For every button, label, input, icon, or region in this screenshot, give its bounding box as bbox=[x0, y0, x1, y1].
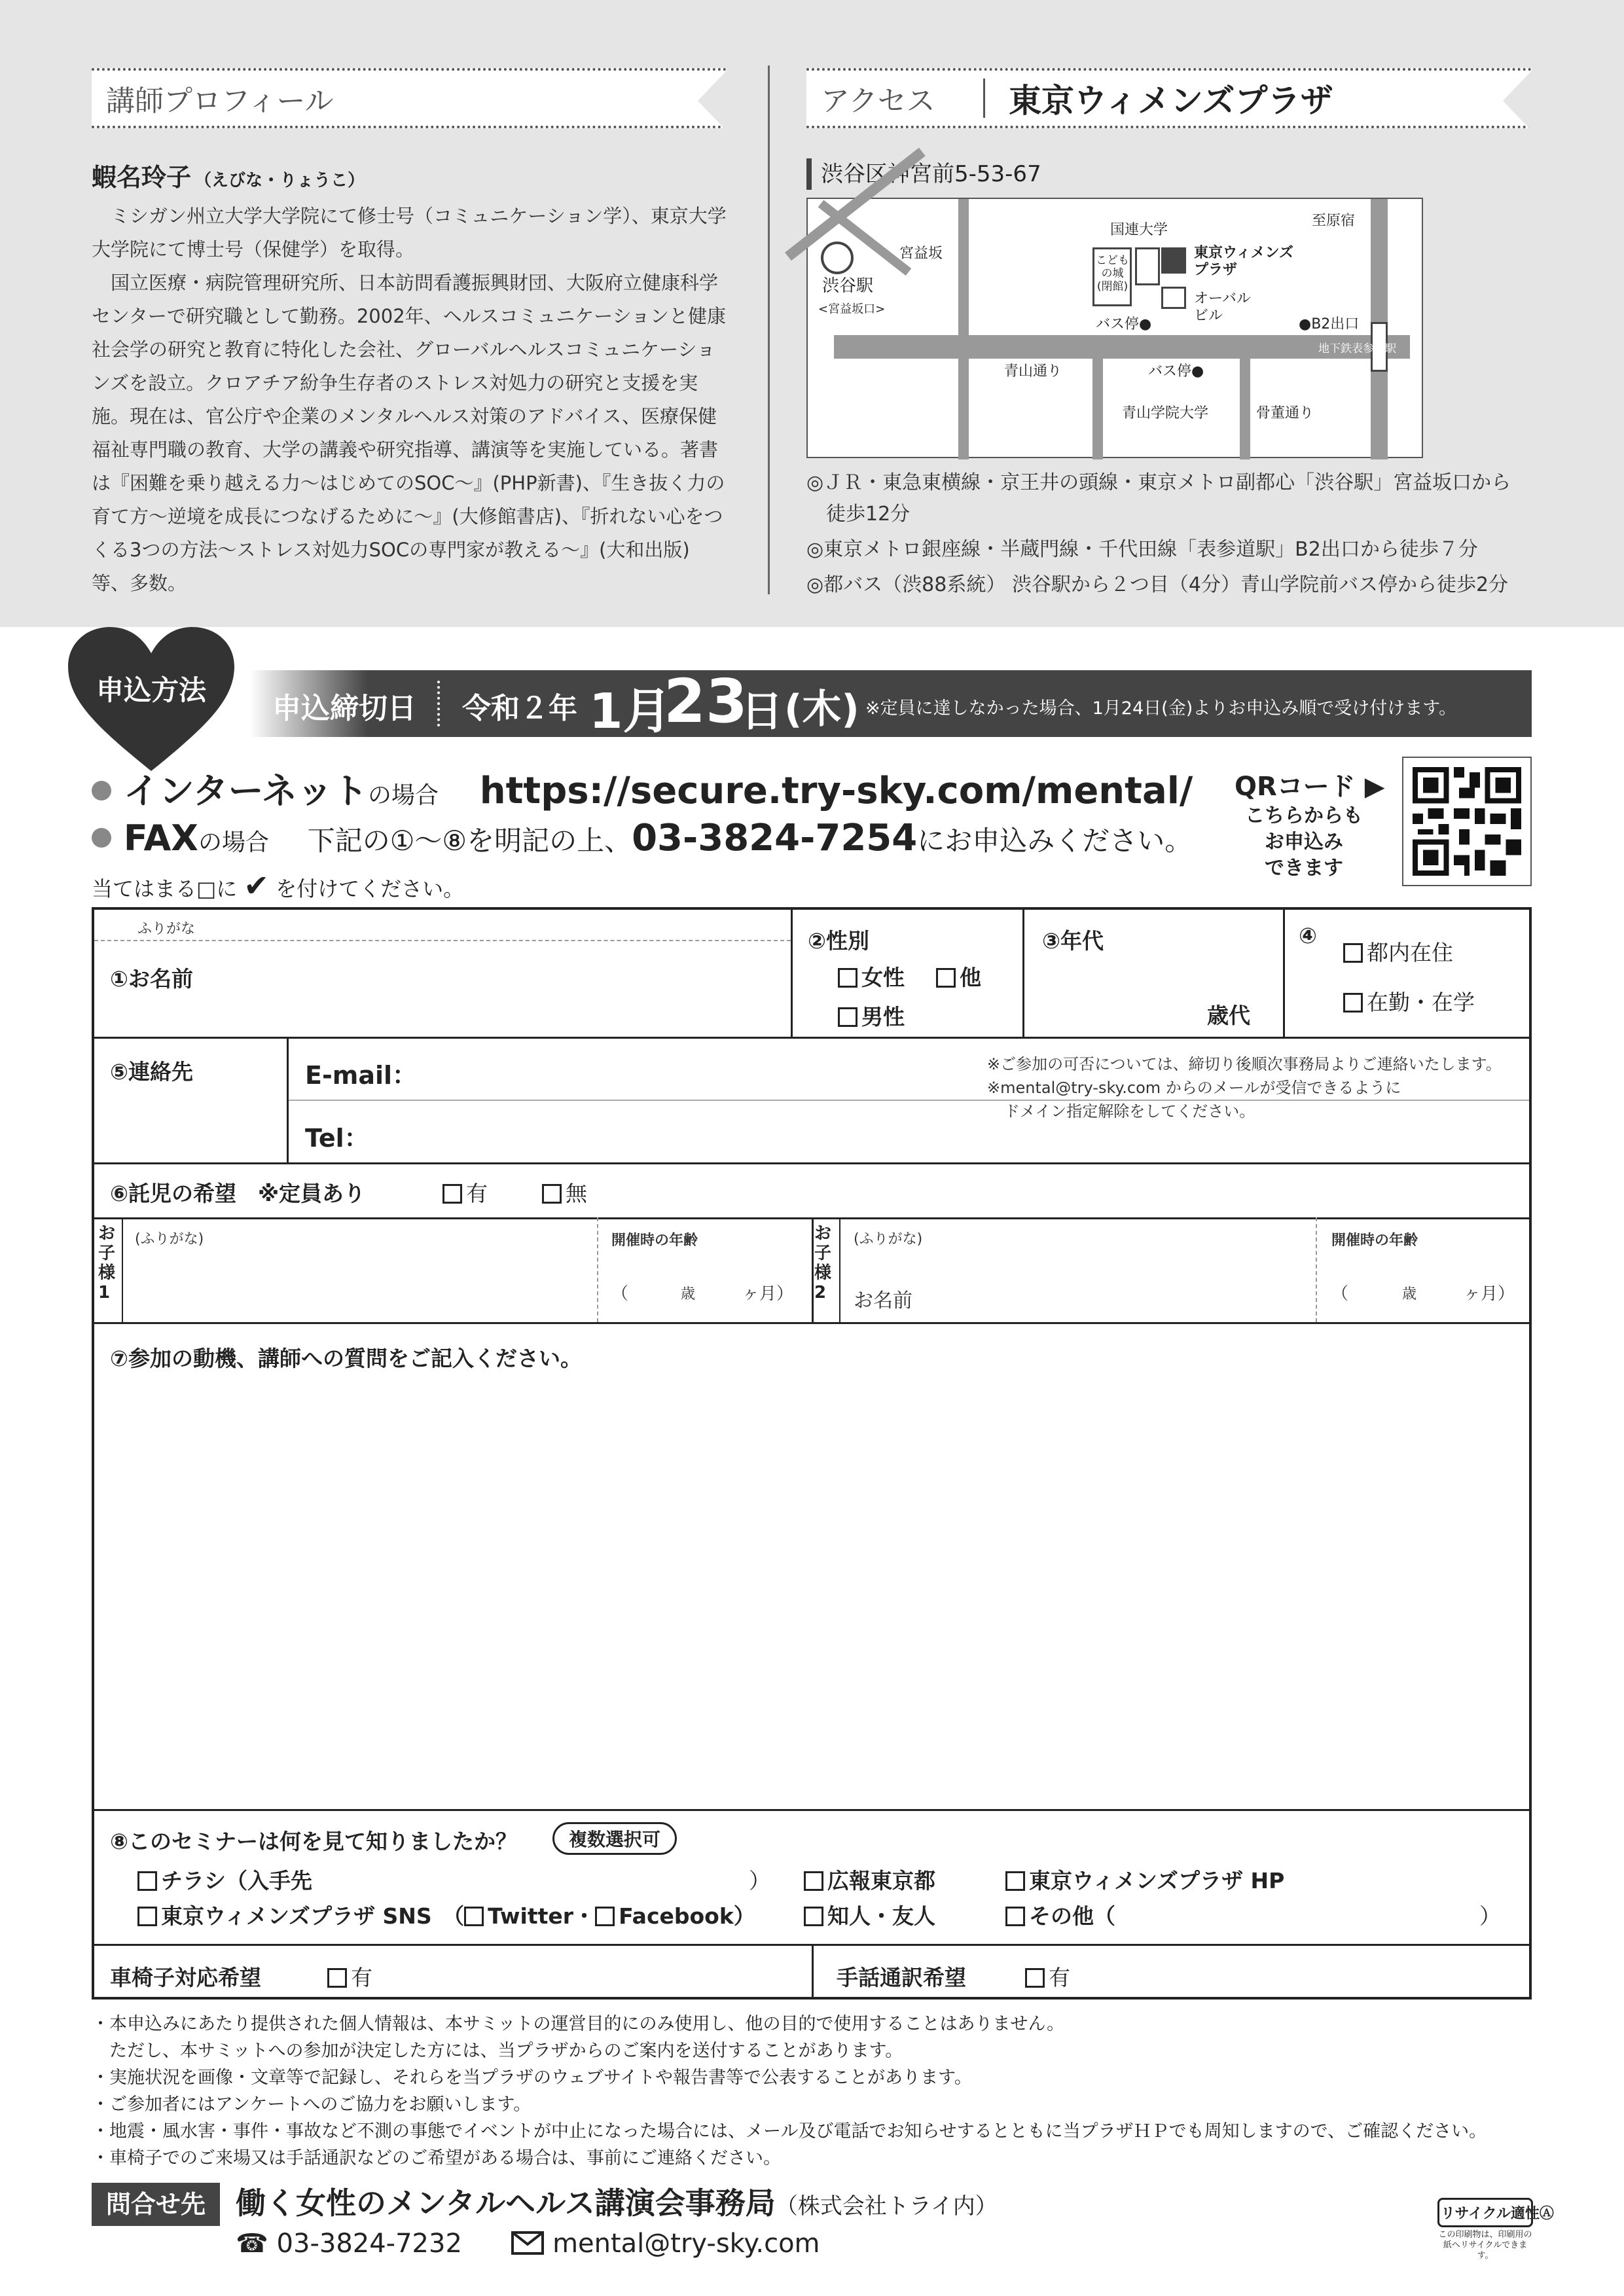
fax-row bbox=[92, 817, 1192, 859]
route-line-3: ◎都バス（渋88系統） 渋谷駅から２つ目（4分）青山学院前バス停から徒歩2分 bbox=[806, 573, 1509, 596]
q4-option-worker-label: 在勤・在学 bbox=[1367, 990, 1475, 1015]
checkbox-icon bbox=[838, 1007, 857, 1027]
contact-phone: 03-3824-7232 bbox=[276, 2229, 462, 2259]
gender-female-label: 女性 bbox=[861, 965, 905, 990]
check-instruction-tail: を付けてください。 bbox=[276, 876, 465, 901]
deadline-day-unit: 日 bbox=[741, 688, 783, 736]
child2-name-input[interactable] bbox=[919, 1250, 1305, 1316]
checkbox-icon bbox=[1005, 1907, 1025, 1926]
checkbox-icon bbox=[804, 1871, 823, 1891]
child1-tag: お子様1 bbox=[98, 1224, 116, 1302]
childcare-no-label: 無 bbox=[566, 1181, 587, 1206]
child1-age-label: 開催時の年齢 bbox=[611, 1232, 698, 1249]
checkbox-icon bbox=[1343, 993, 1363, 1013]
qr-title: QRコード ▶ bbox=[1235, 772, 1385, 802]
wheelchair-label: 車椅子対応希望 bbox=[110, 1965, 261, 1990]
checkbox-icon bbox=[804, 1907, 823, 1926]
source-flyer-label: チラシ（入手先 bbox=[161, 1868, 312, 1893]
gender-male-label: 男性 bbox=[861, 1004, 905, 1030]
recycle-mark-label: リサイクル適性Ⓐ bbox=[1437, 2198, 1533, 2227]
notes-list bbox=[92, 2011, 1564, 2172]
contact-email-link[interactable]: mental@try-sky.com bbox=[552, 2229, 820, 2259]
map-label-bus-stop-1: バス停● bbox=[1096, 316, 1152, 332]
child1-age-open: （ bbox=[611, 1284, 629, 1304]
bullet-icon bbox=[92, 828, 111, 848]
lecturer-name-kana: （えびな・りょうこ） bbox=[194, 171, 365, 190]
checkbox-icon bbox=[327, 1968, 347, 1988]
map-label-kodomo: こども の城 (閉館) bbox=[1096, 254, 1129, 293]
wheelchair-yes-option[interactable] bbox=[327, 1961, 372, 1992]
source-friend-label: 知人・友人 bbox=[827, 1903, 935, 1929]
map-label-plaza: 東京ウィメンズ プラザ bbox=[1194, 245, 1294, 278]
source-other-option[interactable] bbox=[1005, 1899, 1115, 1930]
contact-label: ⑤連絡先 bbox=[110, 1059, 193, 1085]
note-item: ただし、本サミットへの参加が決定した方には、当プラザからのご案内を送付することがあります。 bbox=[92, 2041, 903, 2061]
email-label: E-mail： bbox=[305, 1061, 418, 1090]
source-other-close: ） bbox=[1479, 1903, 1501, 1929]
lecturer-name-block bbox=[92, 157, 365, 193]
lecturer-name: 蝦名玲子 bbox=[92, 163, 192, 192]
checkmark-icon: ✔ bbox=[244, 868, 269, 903]
age-input-area[interactable] bbox=[1037, 956, 1207, 1028]
sign-language-yes-label: 有 bbox=[1049, 1965, 1070, 1990]
mail-icon bbox=[511, 2229, 544, 2259]
childcare-no-option[interactable] bbox=[542, 1177, 587, 1208]
map-label-b2-exit: ●B2出口 bbox=[1299, 316, 1360, 332]
gender-other-option[interactable] bbox=[936, 961, 981, 992]
heart-label: 申込方法 bbox=[96, 674, 206, 706]
checkbox-icon bbox=[1005, 1871, 1025, 1891]
source-question-label: ⑧このセミナーは何を見て知りましたか？ bbox=[110, 1829, 517, 1854]
child2-furigana: (ふりがな) bbox=[854, 1231, 923, 1247]
gender-other-label: 他 bbox=[960, 965, 981, 990]
child1-furigana: (ふりがな) bbox=[135, 1231, 204, 1247]
childcare-yes-option[interactable] bbox=[442, 1177, 488, 1208]
deadline-weekday: (木) bbox=[784, 687, 859, 732]
source-sns-label: 東京ウィメンズプラザ SNS （ bbox=[161, 1903, 465, 1929]
access-venue: 東京ウィメンズプラザ bbox=[1009, 82, 1333, 120]
map-label-bus-stop-2: バス停● bbox=[1148, 363, 1204, 380]
deadline-note: ※定員に達しなかった場合、1月24日(金)よりお申込み順で受け付けます。 bbox=[865, 698, 1457, 719]
map-label-shibuya-exit: <宮益坂口> bbox=[818, 302, 886, 316]
contact-note-2: ※mental@try-sky.com からのメールが受信できるように bbox=[987, 1079, 1401, 1097]
map-label-oval-building: オーバル ビル bbox=[1194, 291, 1251, 324]
tel-input[interactable] bbox=[369, 1106, 998, 1158]
map-label-subway: 地下鉄表参道駅 bbox=[1318, 342, 1396, 355]
source-flyer-close: ） bbox=[749, 1868, 770, 1893]
access-address: 渋谷区神宮前5-53-67 bbox=[806, 158, 1041, 190]
deadline-era: 令和２年 bbox=[462, 692, 577, 725]
checkbox-icon bbox=[137, 1871, 157, 1891]
multi-select-badge: 複数選択可 bbox=[552, 1822, 677, 1855]
source-hp-label: 東京ウィメンズプラザ HP bbox=[1029, 1868, 1285, 1893]
internet-suffix: の場合 bbox=[367, 782, 439, 809]
source-hp-option[interactable] bbox=[1005, 1864, 1284, 1895]
child1-age-sai: 歳 bbox=[681, 1286, 696, 1302]
profile-ribbon-title: 講師プロフィール bbox=[106, 84, 334, 118]
map-label-miyamasuzaka: 宮益坂 bbox=[899, 245, 943, 262]
route-line-2: ◎東京メトロ銀座線・半蔵門線・千代田線「表参道駅」B2出口から徒歩７分 bbox=[806, 538, 1478, 561]
fax-instruction-tail: にお申込みください。 bbox=[917, 825, 1193, 857]
q4-option-resident-label: 都内在住 bbox=[1367, 940, 1453, 965]
sign-language-label: 手話通訳希望 bbox=[837, 1965, 966, 1990]
map-label-harajuku: 至原宿 bbox=[1312, 213, 1356, 229]
gender-female-option[interactable] bbox=[838, 961, 905, 992]
checkbox-icon bbox=[442, 1184, 462, 1204]
bullet-icon bbox=[92, 781, 111, 800]
fax-instruction: 下記の①～⑧を明記の上、 bbox=[307, 825, 632, 857]
recycle-caption: この印刷物は、印刷用の紙へリサイクルできます。 bbox=[1438, 2230, 1532, 2261]
checkbox-icon bbox=[595, 1907, 615, 1926]
source-koho-label: 広報東京都 bbox=[827, 1868, 935, 1893]
child2-age-open: （ bbox=[1331, 1284, 1349, 1304]
fax-number: 03-3824-7254 bbox=[632, 817, 918, 859]
note-item: ・ご参加者にはアンケートへのご協力をお願いします。 bbox=[92, 2094, 532, 2115]
route-line-1a: ◎ＪＲ・東急東横線・京王井の頭線・東京メトロ副都心「渋谷駅」宮益坂口から bbox=[806, 471, 1511, 494]
check-instruction-text: 当てはまる□に bbox=[92, 876, 238, 901]
note-item: ・実施状況を画像・文章等で記録し、それらを当プラザのウェブサイトや報告書等で公表することがあります。 bbox=[92, 2068, 972, 2088]
email-input[interactable] bbox=[408, 1047, 998, 1093]
child2-tag: お子様2 bbox=[814, 1224, 832, 1302]
source-koho-option[interactable] bbox=[804, 1864, 935, 1895]
contact-badge: 問合せ先 bbox=[92, 2183, 220, 2226]
qr-caption-block bbox=[1235, 766, 1385, 882]
application-form bbox=[92, 907, 1532, 2000]
recycle-mark bbox=[1437, 2198, 1554, 2261]
map-label-aoyama-gakuin: 青山学院大学 bbox=[1122, 405, 1209, 422]
childcare-yes-label: 有 bbox=[466, 1181, 488, 1206]
sign-language-yes-option[interactable] bbox=[1025, 1961, 1070, 1992]
checkbox-icon bbox=[838, 968, 857, 988]
childcare-label: ⑥託児の希望 ※定員あり bbox=[110, 1181, 366, 1206]
internet-label: インターネット bbox=[123, 770, 368, 812]
note-item: ・地震・風水害・事件・事故など不測の事態でイベントが中止になった場合には、メール及び電話でお知らせするとともに当プラザＨＰでも周知しますので、ご確認ください。 bbox=[92, 2121, 1487, 2142]
fax-suffix: の場合 bbox=[198, 829, 269, 856]
child2-name-label: お名前 bbox=[854, 1289, 912, 1312]
access-ribbon-separator bbox=[983, 79, 985, 118]
child2-age-label: 開催時の年齢 bbox=[1331, 1232, 1418, 1249]
checkbox-icon bbox=[542, 1184, 562, 1204]
profile-paragraph-2: 国立医療・病院管理研究所、日本訪問看護振興財団、大阪府立健康科学センターで研究職として勤務。2002年、ヘルスコミュニケーションと健康社会学の研究と教育に特化した会社、グローバルヘルスコミュニケーションズを設立。クロアチア紛争生存者のストレス対処力の研究と支援を実施。現在は、官公庁や企業のメンタルヘルス対策のアドバイス、医療保健福祉専門職の教育、大学の講義や研究指導、講演等を実施している。著書は『困難を乗り越える力～はじめてのSOC～』(PHP新書)、『生き抜く力の育て方～逆境を成長につなげるために～』(大修館書店)、『折れない心をつくる3つの方法～ストレス対処力SOCの専門家が教える～』(大和出版)等、多数。 bbox=[92, 272, 727, 594]
q4-label: ④ bbox=[1299, 923, 1317, 948]
child1-name-input[interactable] bbox=[134, 1250, 592, 1316]
checkbox-icon bbox=[137, 1907, 157, 1926]
source-twitter-label: Twitter・ bbox=[488, 1903, 596, 1929]
note-item: ・本申込みにあたり提供された個人情報は、本サミットの運営目的にのみ使用し、他の目的で使用することはありません。 bbox=[92, 2014, 1065, 2034]
internet-row bbox=[92, 763, 1193, 814]
source-facebook-label: Facebook） bbox=[619, 1903, 755, 1929]
qr-code-icon bbox=[1413, 767, 1521, 876]
name-label: ①お名前 bbox=[110, 966, 193, 992]
wheelchair-yes-label: 有 bbox=[351, 1965, 372, 1990]
source-flyer-option[interactable] bbox=[137, 1864, 312, 1895]
child1-age-month: ヶ月） bbox=[742, 1284, 794, 1304]
checkbox-icon bbox=[1343, 943, 1363, 963]
access-ribbon bbox=[806, 68, 1532, 128]
qr-caption: こちらからも お申込み できます bbox=[1245, 804, 1363, 880]
question-textarea[interactable] bbox=[107, 1381, 1515, 1800]
gender-male-option[interactable] bbox=[838, 1000, 905, 1031]
child2-age-sai: 歳 bbox=[1402, 1286, 1417, 1302]
question-label: ⑦参加の動機、講師への質問をご記入ください。 bbox=[110, 1346, 582, 1371]
map-label-kotto-dori: 骨董通り bbox=[1256, 405, 1314, 422]
source-sns-option[interactable] bbox=[137, 1899, 755, 1930]
child2-age-month: ヶ月） bbox=[1464, 1284, 1515, 1304]
check-instruction bbox=[92, 868, 464, 903]
fax-label: FAX bbox=[123, 817, 198, 859]
age-label: ③年代 bbox=[1042, 928, 1104, 954]
tel-label: Tel： bbox=[305, 1124, 369, 1153]
age-unit: 歳代 bbox=[1207, 1003, 1250, 1028]
internet-url-link[interactable]: https://secure.try-sky.com/mental/ bbox=[479, 770, 1193, 812]
contact-organization bbox=[236, 2179, 998, 2223]
contact-org-name: 働く女性のメンタルヘルス講演会事務局 bbox=[236, 2185, 776, 2221]
deadline-banner bbox=[250, 666, 1532, 740]
gender-label: ②性別 bbox=[808, 928, 869, 954]
checkbox-icon bbox=[936, 968, 956, 988]
heart-badge bbox=[68, 627, 234, 774]
phone-icon: ☎ bbox=[236, 2229, 268, 2259]
map-label-shibuya: 渋谷駅 bbox=[822, 276, 874, 296]
route-line-1b: 徒歩12分 bbox=[826, 503, 911, 526]
qr-code[interactable] bbox=[1402, 757, 1532, 886]
furigana-label: ふりがな bbox=[137, 921, 196, 937]
map-label-un-university: 国連大学 bbox=[1110, 222, 1168, 238]
source-friend-option[interactable] bbox=[804, 1899, 935, 1930]
contact-org-sub: （株式会社トライ内） bbox=[775, 2193, 998, 2219]
q4-option-resident[interactable] bbox=[1343, 936, 1453, 967]
deadline-month: 1月 bbox=[589, 683, 672, 740]
access-map bbox=[806, 198, 1423, 458]
contact-note-3: ドメイン指定解除をしてください。 bbox=[1004, 1102, 1255, 1121]
profile-text bbox=[92, 200, 727, 600]
access-ribbon-label: アクセス bbox=[821, 84, 935, 118]
contact-details bbox=[236, 2229, 820, 2259]
column-divider bbox=[768, 65, 770, 594]
map-label-aoyama-dori: 青山通り bbox=[1004, 363, 1062, 380]
checkbox-icon bbox=[464, 1907, 484, 1926]
source-other-label: その他（ bbox=[1029, 1903, 1115, 1929]
checkbox-icon bbox=[1025, 1968, 1045, 1988]
profile-ribbon bbox=[92, 68, 727, 128]
note-item: ・車椅子でのご来場又は手話通訳などのご希望がある場合は、事前にご連絡ください。 bbox=[92, 2148, 781, 2168]
contact-note-1: ※ご参加の可否については、締切り後順次事務局よりご連絡いたします。 bbox=[987, 1055, 1502, 1073]
q4-option-worker[interactable] bbox=[1343, 986, 1475, 1016]
name-input-area[interactable] bbox=[251, 946, 775, 1025]
deadline-day: 23 bbox=[664, 666, 748, 736]
profile-paragraph-1: ミシガン州立大学大学院にて修士号（コミュニケーション学）、東京大学大学院にて博士号（保健学）を取得。 bbox=[92, 205, 727, 260]
deadline-label: 申込締切日 bbox=[272, 692, 416, 725]
